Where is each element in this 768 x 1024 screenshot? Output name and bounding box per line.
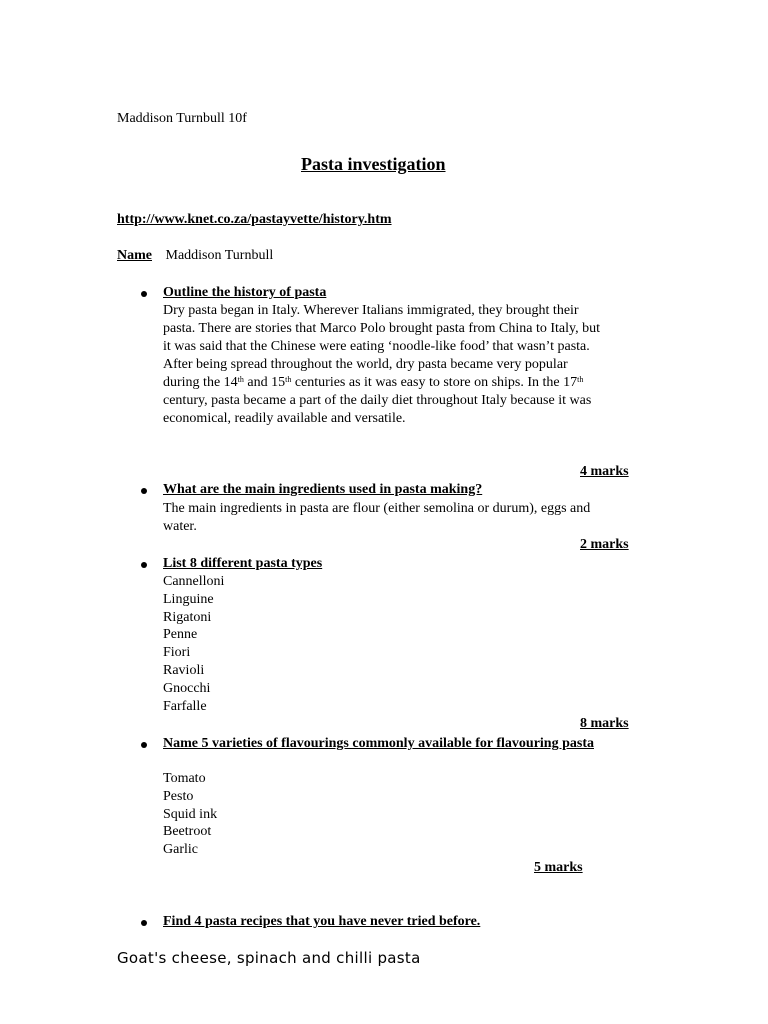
list-item: Penne [163, 627, 198, 643]
name-row [117, 248, 273, 264]
flavourings-list [163, 770, 217, 859]
list-item: Farfalle [163, 698, 207, 714]
list-item: Beetroot [163, 824, 212, 840]
list-item: Garlic [163, 842, 198, 858]
list-item: Pesto [163, 788, 194, 804]
question-flavourings: Name 5 varieties of flavourings commonly available for flavouring pasta [163, 736, 594, 751]
marks-label: 8 marks [580, 716, 629, 731]
answer-text: during the 14 [163, 375, 238, 390]
answer-line [163, 374, 663, 392]
ordinal-suffix: th [237, 375, 244, 384]
name-value: Maddison Turnbull [165, 248, 274, 263]
answer-line: century, pasta became a part of the daily diet throughout Italy because it was [163, 393, 592, 408]
bullet-icon [141, 488, 147, 494]
ordinal-suffix: th [285, 375, 292, 384]
question-history: Outline the history of pasta [163, 285, 327, 300]
bullet-icon [141, 291, 147, 297]
list-item: Cannelloni [163, 574, 225, 589]
source-url-link[interactable]: http://www.knet.co.za/pastayvette/history.htm [117, 212, 392, 227]
question-recipes: Find 4 pasta recipes that you have never tried before. [163, 914, 481, 929]
answer-text: centuries as it was easy to store on ships. In the 17 [291, 375, 578, 390]
author-line: Maddison Turnbull 10f [117, 111, 247, 126]
answer-history [163, 302, 663, 428]
list-item: Squid ink [163, 806, 218, 822]
marks-label: 4 marks [580, 464, 629, 479]
question-ingredients: What are the main ingredients used in pasta making? [163, 482, 483, 497]
list-item: Gnocchi [163, 680, 211, 696]
bullet-icon [141, 742, 147, 748]
bullet-icon [141, 562, 147, 568]
page-title: Pasta investigation [301, 154, 446, 174]
name-label: Name [117, 248, 152, 263]
answer-line: pasta. There are stories that Marco Polo brought pasta from China to Italy, but [163, 321, 601, 336]
answer-line: The main ingredients in pasta are flour (either semolina or durum), eggs and [163, 501, 591, 516]
ordinal-suffix: th [577, 375, 584, 384]
list-item: Fiori [163, 645, 191, 661]
answer-line: Dry pasta began in Italy. Wherever Italians immigrated, they brought their [163, 303, 579, 318]
answer-line: After being spread throughout the world, dry pasta became very popular [163, 357, 568, 372]
pasta-types-list [163, 573, 224, 715]
answer-line: it was said that the Chinese were eating ‘noodle-like food’ that wasn’t pasta. [163, 339, 590, 354]
question-pasta-types: List 8 different pasta types [163, 556, 323, 571]
recipe-heading: Goat's cheese, spinach and chilli pasta [117, 949, 421, 967]
list-item: Linguine [163, 591, 214, 607]
answer-line: economical, readily available and versatile. [163, 411, 406, 426]
marks-label: 2 marks [580, 537, 629, 552]
answer-text: and 15 [243, 375, 286, 390]
answer-line: water. [163, 519, 197, 534]
list-item: Tomato [163, 771, 206, 786]
answer-ingredients [163, 500, 663, 536]
list-item: Rigatoni [163, 609, 212, 625]
bullet-icon [141, 920, 147, 926]
marks-label: 5 marks [534, 860, 583, 875]
list-item: Ravioli [163, 662, 205, 678]
